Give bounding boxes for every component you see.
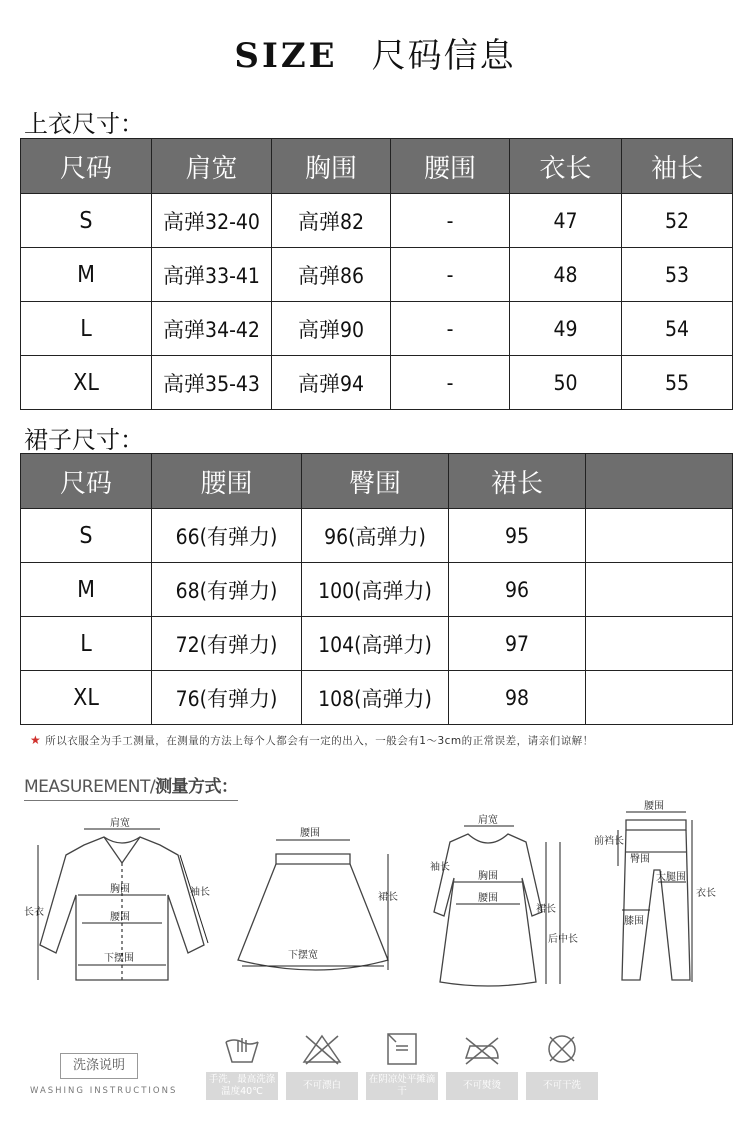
table-header-cell: 腰围	[152, 454, 302, 509]
table-cell: 52	[622, 194, 733, 248]
table-cell: 54	[622, 302, 733, 356]
top-size-table	[20, 138, 733, 410]
table-cell	[586, 509, 733, 563]
table-header-cell: 尺码	[21, 139, 152, 194]
table-cell: 高弹90	[272, 302, 391, 356]
shirt-measure-diagram	[22, 815, 222, 995]
table-cell: 高弹94	[272, 356, 391, 410]
no-iron-icon	[446, 1030, 518, 1068]
pants-front-rise-label: 前裆长	[594, 836, 624, 847]
skirt-waist-label: 腰围	[300, 828, 320, 839]
hand-wash-icon	[206, 1030, 278, 1068]
pants-thigh-label: 大腿围	[656, 872, 686, 883]
table-cell	[586, 617, 733, 671]
measurement-heading-en: MEASUREMENT/	[24, 777, 156, 797]
measurement-heading	[24, 772, 238, 801]
table-cell: 100(高弹力)	[302, 563, 449, 617]
table-row	[21, 356, 733, 410]
table-cell: 76(有弹力)	[152, 671, 302, 725]
skirt-section-label: 裙子尺寸：	[24, 426, 144, 454]
table-cell: 96(高弹力)	[302, 509, 449, 563]
table-cell: 98	[449, 671, 586, 725]
table-cell: 55	[622, 356, 733, 410]
table-cell: 50	[510, 356, 622, 410]
wash-caption: 在阴凉处平摊滴干	[366, 1072, 438, 1100]
size-cell: S	[21, 194, 152, 248]
table-cell: 68(有弹力)	[152, 563, 302, 617]
table-cell: 108(高弹力)	[302, 671, 449, 725]
size-cell: M	[21, 248, 152, 302]
wash-item-no-dry-clean	[526, 1030, 598, 1100]
table-header-cell: 肩宽	[152, 139, 272, 194]
table-row	[21, 563, 733, 617]
table-header-cell: 尺码	[21, 454, 152, 509]
table-cell: 47	[510, 194, 622, 248]
table-header-cell: 胸围	[272, 139, 391, 194]
wash-item-shade-dry	[366, 1030, 438, 1100]
table-header-cell: 腰围	[391, 139, 510, 194]
wash-item-no-iron	[446, 1030, 518, 1100]
size-cell: S	[21, 509, 152, 563]
top-section-label: 上衣尺寸：	[24, 110, 144, 138]
table-header-cell: 裙长	[449, 454, 586, 509]
table-cell: -	[391, 356, 510, 410]
size-cell: L	[21, 617, 152, 671]
table-cell: 72(有弹力)	[152, 617, 302, 671]
shirt-length-label: 长衣	[24, 907, 44, 918]
wash-item-no-bleach	[286, 1030, 358, 1100]
table-cell: 高弹32-40	[152, 194, 272, 248]
table-header-cell: 臀围	[302, 454, 449, 509]
table-cell: 高弹82	[272, 194, 391, 248]
table-row	[21, 617, 733, 671]
table-header-cell	[586, 454, 733, 509]
table-cell: 66(有弹力)	[152, 509, 302, 563]
table-cell: 高弹35-43	[152, 356, 272, 410]
table-row	[21, 671, 733, 725]
skirt-length-label: 裙长	[378, 892, 398, 903]
pants-measure-diagram	[592, 800, 722, 995]
page-title	[0, 28, 750, 77]
table-cell: 48	[510, 248, 622, 302]
measurement-note	[30, 733, 594, 748]
table-header-cell: 袖长	[622, 139, 733, 194]
dress-measure-diagram	[428, 812, 578, 1002]
size-cell: M	[21, 563, 152, 617]
table-row	[21, 194, 733, 248]
star-icon: ★	[30, 733, 42, 747]
measurement-heading-cn: 测量方式：	[155, 777, 238, 797]
table-cell	[586, 671, 733, 725]
dress-waist-label: 腰围	[478, 893, 498, 904]
table-cell: -	[391, 194, 510, 248]
shirt-waist-label: 腰围	[110, 912, 130, 923]
wash-caption: 手洗，最高洗涤温度40℃	[206, 1072, 278, 1100]
skirt-size-table	[20, 453, 733, 725]
table-cell: 53	[622, 248, 733, 302]
dress-sleeve-label: 袖长	[430, 862, 450, 873]
title-cn: 尺码信息	[371, 36, 516, 76]
no-bleach-icon	[286, 1030, 358, 1068]
wash-item-hand-wash	[206, 1030, 278, 1100]
table-header-cell: 衣长	[510, 139, 622, 194]
table-cell: 高弹33-41	[152, 248, 272, 302]
note-text: 所以衣服全为手工测量，在测量的方法上每个人都会有一定的出入，一般会有1～3cm的正常误差，请亲们谅解！	[45, 735, 594, 747]
table-cell: 96	[449, 563, 586, 617]
washing-subtitle: WASHING INSTRUCTIONS	[30, 1086, 178, 1096]
pants-hip-label: 臀围	[630, 854, 650, 865]
wash-caption: 不可漂白	[286, 1072, 358, 1100]
table-cell: 97	[449, 617, 586, 671]
title-size-word: SIZE	[234, 36, 338, 76]
dress-length-label: 裙长	[536, 904, 556, 915]
table-cell	[586, 563, 733, 617]
table-cell: 高弹86	[272, 248, 391, 302]
pants-knee-label: 膝围	[624, 916, 644, 927]
skirt-measure-diagram	[228, 820, 408, 990]
table-row	[21, 509, 733, 563]
skirt-hem-label: 下摆宽	[288, 950, 318, 961]
table-cell: 95	[449, 509, 586, 563]
shirt-chest-label: 胸围	[110, 884, 130, 895]
size-cell: L	[21, 302, 152, 356]
size-cell: XL	[21, 356, 152, 410]
pants-waist-label: 腰围	[644, 801, 664, 812]
table-row	[21, 302, 733, 356]
no-dry-clean-icon	[526, 1030, 598, 1068]
table-cell: 49	[510, 302, 622, 356]
dress-chest-label: 胸围	[478, 871, 498, 882]
washing-title: 洗涤说明	[60, 1053, 138, 1079]
shirt-shoulder-label: 肩宽	[110, 818, 130, 829]
wash-caption: 不可干洗	[526, 1072, 598, 1100]
table-cell: 104(高弹力)	[302, 617, 449, 671]
table-row	[21, 248, 733, 302]
table-cell: -	[391, 248, 510, 302]
pants-length-label: 衣长	[696, 888, 716, 899]
table-cell: 高弹34-42	[152, 302, 272, 356]
shade-dry-icon	[366, 1030, 438, 1068]
wash-caption: 不可熨烫	[446, 1072, 518, 1100]
dress-back-length-label: 后中长	[548, 934, 578, 945]
dress-shoulder-label: 肩宽	[478, 815, 498, 826]
size-cell: XL	[21, 671, 152, 725]
shirt-sleeve-label: 袖长	[190, 887, 210, 898]
table-cell: -	[391, 302, 510, 356]
shirt-hem-label: 下摆围	[104, 953, 134, 964]
